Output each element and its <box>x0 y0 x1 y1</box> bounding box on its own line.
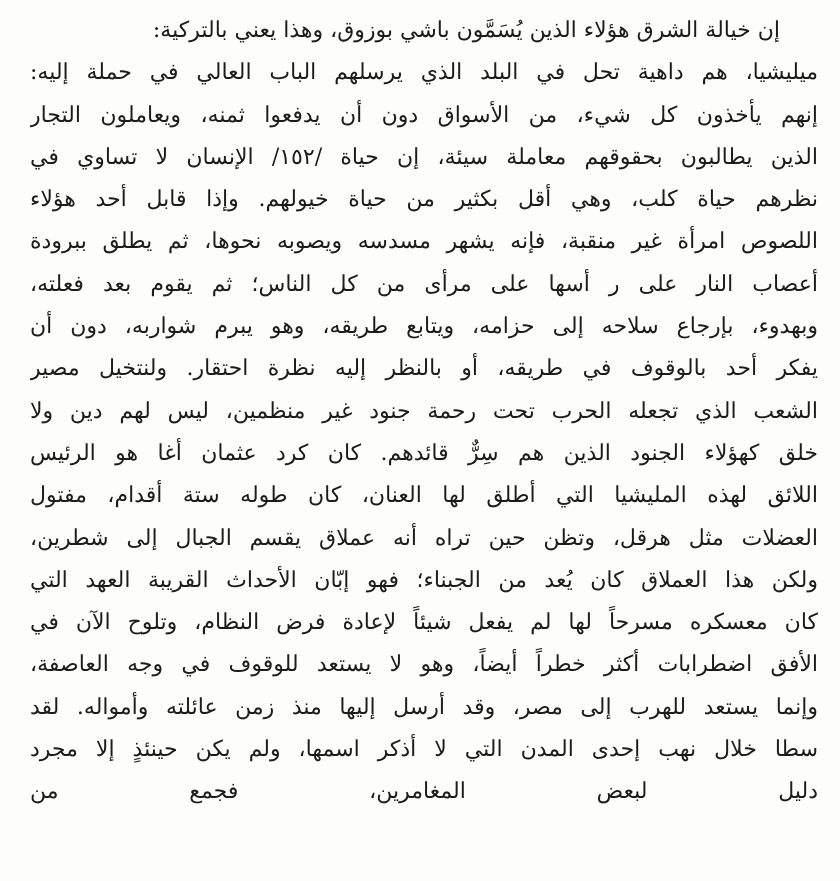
text-line: أعصاب النار على ر أسها على مرأى من كل الناس؛ ثم يقوم بعد فعلته، <box>30 271 818 297</box>
text-line: خلق كهؤلاء الجنود الذين هم سِرٌّ قائدهم. كان كرد عثمان أغا هو الرئيس <box>30 440 818 466</box>
text-line: الأفق اضطرابات أكثر خطراً أيضاً، وهو لا يستعد للوقوف في وجه العاصفة، <box>30 652 818 678</box>
text-line: سطا خلال نهب إحدى المدن التي لا أذكر اسمها، ولم يكن حينئذٍ إلا مجرد <box>30 737 818 763</box>
text-line: إنهم يأخذون كل شيء، من الأسواق دون أن يدفعوا ثمنه، ويعاملون التجار <box>30 102 818 128</box>
text-line: العضلات مثل هرقل، وتظن حين تراه أنه عملاق يقسم الجبال إلى شطرين، <box>30 525 818 551</box>
text-line: وبهدوء، بإرجاع سلاحه إلى حزامه، ويتابع طريقه، وهو يبرم شواربه، دون أن <box>30 314 818 340</box>
body-text <box>30 10 818 814</box>
text-line: اللائق لهذه المليشيا التي أطلق لها العنان، كان طوله ستة أقدام، مفتول <box>30 483 818 509</box>
text-line: إن خيالة الشرق هؤلاء الذين يُسَمَّون باشي بوزوق، وهذا يعني بالتركية: <box>152 18 780 43</box>
text-line: اللصوص امرأة غير منقبة، فإنه يشهر مسدسه ويصوبه نحوها، ثم يطلق ببرودة <box>30 229 818 255</box>
text-line: وإنما يستعد للهرب إلى مصر، وقد أرسل إليها منذ زمن عائلته وأمواله. لقد <box>30 694 818 720</box>
text-line: كان معسكره مسرحاً لها لم يفعل شيئاً لإعادة فرض النظام، وتلوح الآن في <box>30 610 818 636</box>
text-line: ميليشيا، هم داهية تحل في البلد الذي يرسلهم الباب العالي في حملة إليه: <box>30 60 818 86</box>
text-line: يفكر أحد بالوقوف في طريقه، أو بالنظر إليه نظرة احتقار. ولنتخيل مصير <box>30 356 818 382</box>
text-line: الشعب الذي تجعله الحرب تحت رحمة جنود غير منظمين، ليس لهم دين ولا <box>30 398 818 424</box>
text-line: ولكن هذا العملاق كان يُعد من الجبناء؛ فهو إبّان الأحداث القريبة العهد التي <box>30 567 818 593</box>
text-line: نظرهم حياة كلب، وهي أقل بكثير من حياة خيولهم. وإذا قابل أحد هؤلاء <box>30 187 818 213</box>
text-line: الذين يطالبون بحقوقهم معاملة سيئة، إن حياة /١٥٢/ الإنسان لا تساوي في <box>30 144 818 170</box>
text-line: دليل لبعض المغامرين، فجمع من <box>30 779 818 805</box>
